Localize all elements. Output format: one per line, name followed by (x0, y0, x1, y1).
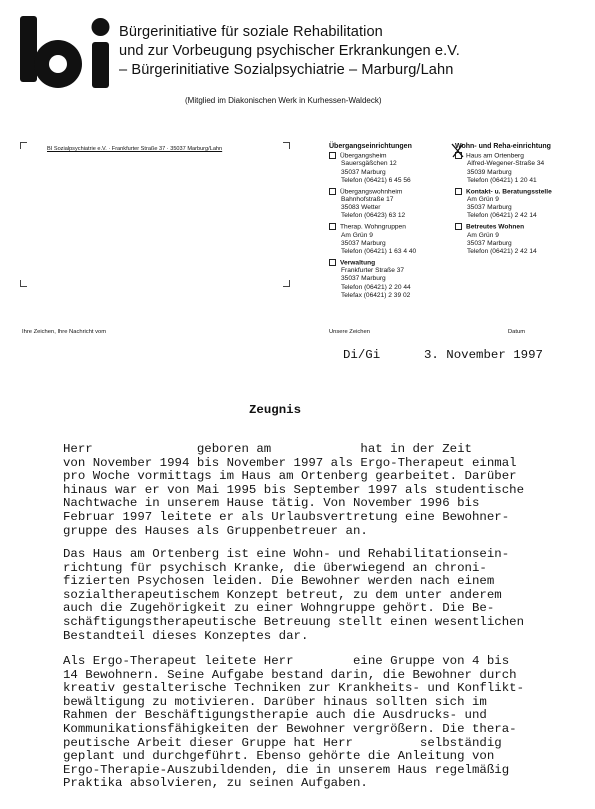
checkbox-icon (329, 188, 336, 195)
window-corner (20, 142, 27, 149)
unsere-zeichen-value: Di/Gi (343, 348, 381, 362)
facility-item: Therap. Wohngruppen Am Grün 9 35037 Marburg Telefon (06421) 1 63 4 40 (329, 223, 416, 256)
org-name-line1: Bürgerinitiative für soziale Rehabilitation (119, 24, 383, 40)
window-corner (20, 280, 27, 287)
col2-heading: Wohn- und Reha-einrichtung (455, 143, 551, 150)
facility-item: Übergangsheim Sauersgäßchen 12 35037 Marburg Telefon (06421) 6 45 56 (329, 152, 416, 185)
date-value: 3. November 1997 (424, 348, 543, 362)
window-corner (283, 142, 290, 149)
checkbox-icon (455, 188, 462, 195)
letter-title: Zeugnis (249, 403, 302, 417)
bi-logo (18, 12, 118, 92)
check-mark-icon (451, 142, 465, 158)
paragraph-1: Herr geboren am hat in der Zeit von November 1994 bis November 1997 als Ergo-Therapeut einmal pro Woche vormittags im Haus am Ortenberg gearbeitet. Darüber hinaus war er von Mai 1995 bis September 1997 als studentische Nachtwache in unserem Hause tätig. Von November 1996 bis Februar 1997 leitete er als Urlaubsvertretung eine Bewohner- gruppe des Hauses als Gruppenbetreuer an. (63, 442, 525, 538)
facilities-col2 (455, 143, 552, 256)
sender-line: BI Sozialpsychiatrie e.V. · Frankfurter Straße 37 · 35037 Marburg/Lahn (47, 146, 223, 152)
unsere-zeichen-label: Unsere Zeichen (329, 329, 370, 335)
org-membership: (Mitglied im Diakonischen Werk in Kurhessen-Waldeck) (185, 96, 382, 105)
checkbox-icon (329, 152, 336, 159)
org-name-line3: – Bürgerinitiative Sozialpsychiatrie – Marburg/Lahn (119, 62, 454, 78)
facility-item: Haus am Ortenberg Alfred-Wegener-Straße 34 35039 Marburg Telefon (06421) 1 20 41 (455, 152, 552, 185)
checkbox-icon (329, 259, 336, 266)
facility-item: Betreutes Wohnen Am Grün 9 35037 Marburg Telefon (06421) 2 42 14 (455, 223, 552, 256)
paragraph-3: Als Ergo-Therapeut leitete Herr eine Gruppe von 4 bis 14 Bewohnern. Seine Aufgabe bestand darin, die Bewohner durch kreativ gestalterische Techniken zur Krankheits- und Konflikt- bewältigung zu motivieren. Darüber hinaus sollten sich im Rahmen der Beschäftigungstherapie auch die Ausdrucks- und Kommunikationsfähigkeiten der Bewohner vergrößern. Die thera- peutische Arbeit dieser Gruppe hat Herr selbständig geplant und durchgeführt. Ebenso gehörte die Anleitung von Ergo-Therapie-Auszubildenden, die in unserem Haus regelmäßig Praktika absolvieren, zu seinen Aufgaben. (63, 654, 525, 791)
org-name-line2: und zur Vorbeugung psychischer Erkrankungen e.V. (119, 43, 460, 59)
col1-heading: Übergangseinrichtungen (329, 143, 412, 150)
checkbox-icon (329, 223, 336, 230)
datum-label: Datum (508, 329, 526, 335)
facilities-col1 (329, 143, 416, 300)
window-corner (283, 280, 290, 287)
paragraph-2: Das Haus am Ortenberg ist eine Wohn- und Rehabilitationsein- richtung für psychisch Kranke, die überwiegend an chroni- fizierten Psychosen leiden. Die Bewohner werden nach einem sozialtherapeutischem Konzept betreut, zu dem unter anderem auch die Zugehörigkeit zu einer Wohngruppe gehört. Die Be- schäftigungstherapeutische Betreuung stellt einen wesentlichen Bestandteil dieses Konzeptes dar. (63, 547, 525, 643)
facility-item: Übergangswohnheim Bahnhofstraße 17 35083 Wetter Telefon (06423) 63 12 (329, 188, 416, 221)
facility-item: Verwaltung Frankfurter Straße 37 35037 Marburg Telefon (06421) 2 20 44 Telefax (06421) 2 39 02 (329, 259, 416, 300)
checkbox-icon (455, 223, 462, 230)
ihre-zeichen-label: Ihre Zeichen, Ihre Nachricht vom (22, 329, 107, 335)
facility-item: Kontakt- u. Beratungsstelle Am Grün 9 35037 Marburg Telefon (06421) 2 42 14 (455, 188, 552, 221)
